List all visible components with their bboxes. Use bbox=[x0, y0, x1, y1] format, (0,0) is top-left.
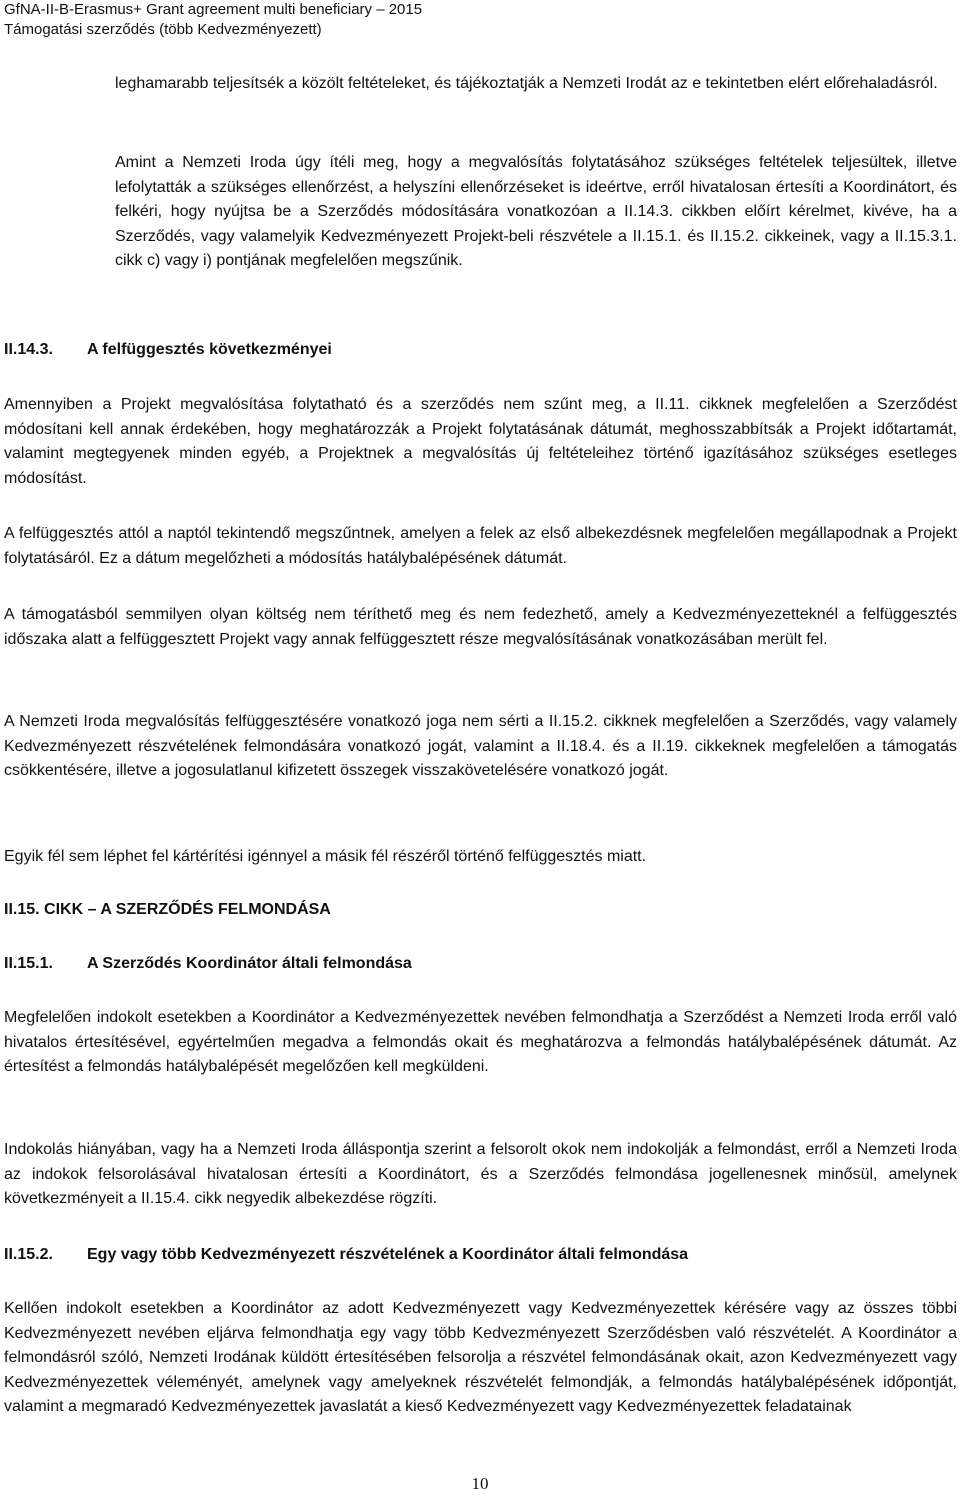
paragraph-national-agency-rights: A Nemzeti Iroda megvalósítás felfüggesztésére vonatkozó joga nem sérti a II.15.2. cikknek megfelelően a Szerződés, vagy valamely Kedvezményezett részvételének felmondására vonatkozó jogát, valamint a II.18.4. és a II.19. cikkeknek megfelelően a támogatás csökkentésére, illetve a jogosulatlanul kifizetett összegek visszakövetelésére vonatkozó jogát. bbox=[4, 713, 957, 780]
paragraph-suspension-end: A felfüggesztés attól a naptól tekintendő megszűntnek, amelyen a felek az első albekezdésnek megfelelően megállapodnak a Projekt folytatásáról. Ez a dátum megelőzheti a módosítás hatálybalépésének dátumát. bbox=[4, 525, 957, 567]
paragraph-amendment: Amennyiben a Projekt megvalósítása folytatható és a szerződés nem szűnt meg, a II.11. cikknek megfelelően a Szerződést módosítani kell annak érdekében, hogy meghatározzák a Projekt folytatásának dátumát, meghosszabbítsák a Projekt időtartamát, valamint megtegyenek minden egyéb, a Projektnek a megvalósítás új feltételeihez történő igazításához szükséges esetleges módosítást. bbox=[4, 396, 957, 487]
section-number: II.15.1. bbox=[4, 955, 53, 972]
paragraph-resumption-notice: Amint a Nemzeti Iroda úgy ítéli meg, hogy a megvalósítás folytatásához szükséges feltételek teljesültek, illetve lefolytatták a szükséges ellenőrzést, a helyszíni ellenőrzéseket is ideértve, erről hivatalosan értesíti a Koordinátort, és felkéri, hogy nyújtsa be a Szerződés módosítására vonatkozóan a II.14.3. cikkben előírt kérelmet, kivéve, ha a Szerződés, vagy valamelyik Kedvezményezett Projekt-beli részvétele a II.15.1. és II.15.2. cikkeinek, vagy a II.15.3.1. cikk c) vagy i) pontjának megfelelően megszűnik. bbox=[115, 154, 957, 270]
article-heading-15: II.15. CIKK – A SZERZŐDÉS FELMONDÁSA bbox=[4, 901, 331, 918]
section-heading-15-2 bbox=[4, 1244, 688, 1266]
paragraph-unjustified-termination: Indokolás hiányában, vagy ha a Nemzeti Iroda álláspontja szerint a felsorolt okok nem indokolják a felmondást, erről a Nemzeti Iroda az indokok felsorolásával hivatalosan értesíti a Koordinátort, és a Szerződés felmondása jogellenesnek minősül, amelynek következményeit a II.15.4. cikk negyedik albekezdése rögzíti. bbox=[4, 1141, 957, 1208]
paragraph-coordinator-termination: Megfelelően indokolt esetekben a Koordinátor a Kedvezményezettek nevében felmondhatja a Szerződést a Nemzeti Iroda erről való hivatalos értesítésével, egyértelműen megadva a felmondás okait és meghatározva a felmondás hatálybalépésének dátumát. Az értesítést a felmondás hatálybalépését megelőzően kell megküldeni. bbox=[4, 1009, 957, 1076]
page-header bbox=[4, 0, 422, 40]
section-heading-15-1 bbox=[4, 953, 412, 975]
paragraph-progress-report: leghamarabb teljesítsék a közölt feltételeket, és tájékoztatják a Nemzeti Irodát az e tekintetben elért előrehaladásról. bbox=[115, 75, 938, 92]
paragraph-no-damages: Egyik fél sem léphet fel kártérítési igénnyel a másik fél részéről történő felfüggesztés miatt. bbox=[4, 848, 647, 865]
section-number: II.15.2. bbox=[4, 1246, 53, 1263]
section-heading-14-3 bbox=[4, 339, 332, 361]
section-title: Egy vagy több Kedvezményezett részvételének a Koordinátor általi felmondása bbox=[87, 1246, 689, 1263]
header-agreement-subtitle: Támogatási szerződés (több Kedvezményezett) bbox=[4, 21, 322, 38]
section-title: A Szerződés Koordinátor általi felmondása bbox=[87, 955, 412, 972]
section-number: II.14.3. bbox=[4, 341, 53, 358]
paragraph-ineligible-costs: A támogatásból semmilyen olyan költség nem téríthető meg és nem fedezhető, amely a Kedvezményezetteknél a felfüggesztés időszaka alatt a felfüggesztett Projekt vagy annak felfüggesztett része megvalósításának vonatkozásában merült fel. bbox=[4, 606, 957, 648]
header-agreement-title: GfNA-II-B-Erasmus+ Grant agreement multi beneficiary – 2015 bbox=[4, 1, 423, 18]
paragraph-beneficiary-termination: Kellően indokolt esetekben a Koordinátor az adott Kedvezményezett vagy Kedvezményezettek kérésére vagy az összes többi Kedvezményezett nevében eljárva felmondhatja egy vagy több Kedvezményezett Szerződésben való részvételét. A Koordinátor a felmondásról szóló, Nemzeti Irodának küldött értesítésében felsorolja a részvétel felmondásának okait, azon Kedvezményezett vagy Kedvezményezettek véleményét, amelynek vagy amelyeknek részvételét felmondják, a felmondás hatálybalépésének időpontját, valamint a megmaradó Kedvezményezettek javaslatát a kieső Kedvezményezett vagy Kedvezményezettek feladatainak bbox=[4, 1300, 957, 1416]
page-number: 10 bbox=[471, 1474, 489, 1493]
section-title: A felfüggesztés következményei bbox=[87, 341, 332, 358]
